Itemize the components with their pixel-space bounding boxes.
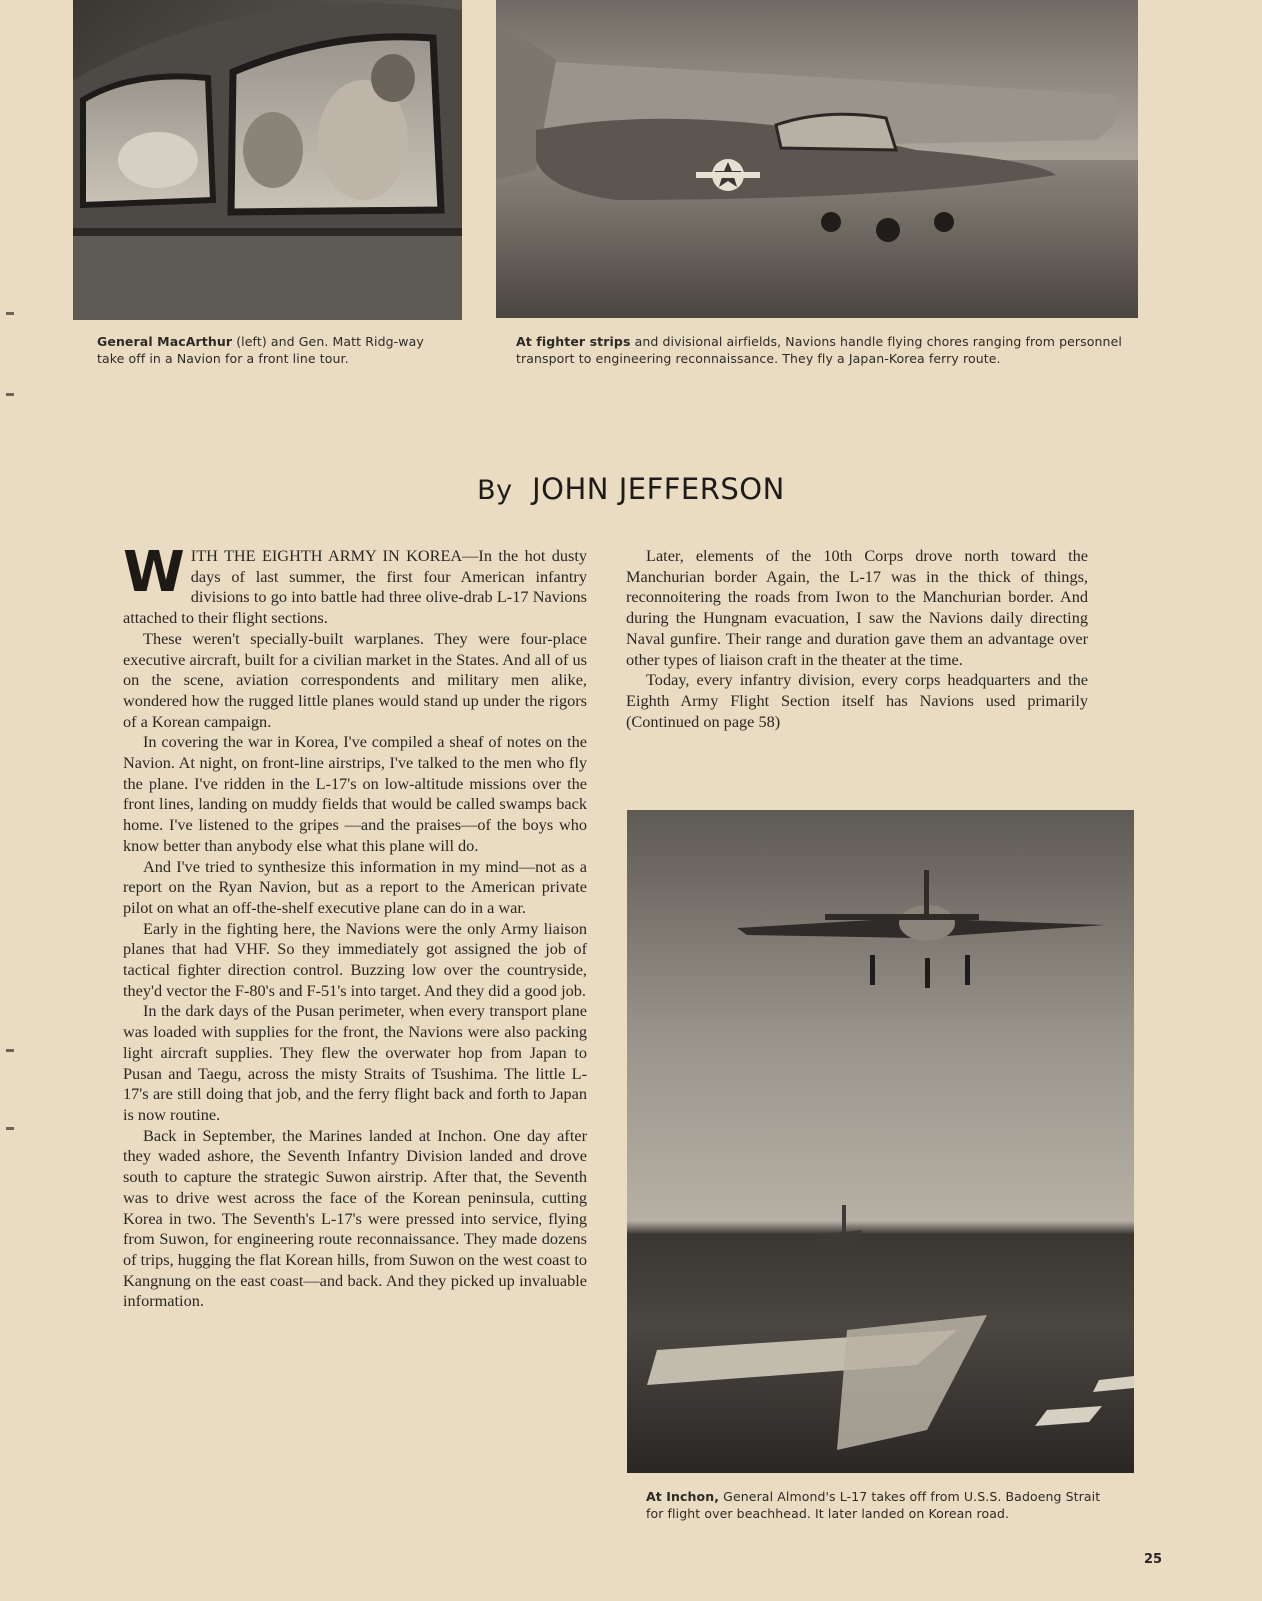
byline-author: JOHN JEFFERSON (532, 472, 785, 506)
caption-bottom-right-bold: At Inchon, (646, 1489, 720, 1504)
caption-top-right-bold: At fighter strips (516, 334, 631, 349)
photo-navions-airfield (496, 0, 1138, 318)
photo-macarthur-cockpit (73, 0, 462, 320)
caption-top-right-text: and divisional airfields, Navions handle flying chores ranging from personnel transport to engineering reconnaissance. They fly a Japan-Korea ferry route. (516, 334, 1122, 366)
caption-top-left (97, 333, 442, 367)
drop-cap: W (123, 540, 185, 605)
photo-inchon-takeoff (627, 810, 1134, 1473)
article-paragraph-5: Early in the fighting here, the Navions were the only Army liaison planes that had VHF. So they immediately got assigned the job of tactical fighter direction control. Buzzing low over the countryside, they'd vector the F-80's and F-51's into target. And they did a good job. (123, 918, 587, 1000)
article-paragraph-4: And I've tried to synthesize this information in my mind—not as a report on the Ryan Navion, but as a report to the American private pilot on what an off-the-shelf executive plane can do in a war. (123, 856, 587, 917)
article-paragraph-8: Later, elements of the 10th Corps drove north toward the Manchurian border Again, the L-17 was in the thick of things, reconnoitering the roads from Iwon to the Manchurian border. And during the Hungnam evacuation, I saw the Navions daily directing Naval gunfire. Their range and duration gave them an advantage over other types of liaison craft in the theater at the time. (626, 546, 1088, 669)
margin-mark (6, 1127, 14, 1130)
caption-bottom-right (646, 1488, 1116, 1522)
article-paragraph-7: Back in September, the Marines landed at Inchon. One day after they waded ashore, the Seventh Infantry Division landed and drove south to capture the strategic Suwon airstrip. After that, the Seventh was to drive west across the face of the Korean peninsula, cutting Korea in two. The Seventh's L-17's were pressed into service, flying from Suwon, for engineering route reconnaissance. They made dozens of trips, hugging the flat Korean hills, from Suwon on the west coast to Kangnung on the east coast—and back. And they picked up invaluable information. (123, 1125, 587, 1311)
page-number: 25 (1144, 1552, 1163, 1567)
byline (0, 472, 1262, 506)
margin-mark (6, 393, 14, 396)
article-right-column (626, 546, 1088, 732)
byline-by: By (477, 475, 513, 506)
article-paragraph-6: In the dark days of the Pusan perimeter, when every transport plane was loaded with supplies for the front, the Navions were also packing light aircraft supplies. They flew the overwater hop from Japan to Pusan and Taegu, across the misty Straits of Tsushima. The little L-17's are still doing that job, and the ferry flight back and forth to Japan is now routine. (123, 1001, 587, 1124)
article-paragraph-3: In covering the war in Korea, I've compiled a sheaf of notes on the Navion. At night, on front-line airstrips, I've talked to the men who fly the plane. I've ridden in the L-17's on low-altitude missions over the front lines, landing on muddy fields that would be called swamps back home. I've listened to the gripes —and the praises—of the boys who know better than anybody else what this plane will do. (123, 732, 587, 855)
caption-top-left-text: (left) and Gen. Matt Ridg-way take off in a Navion for a front line tour. (97, 334, 424, 366)
article-paragraph-1: WITH THE EIGHTH ARMY IN KOREA—In the hot dusty days of last summer, the first four American infantry divisions to go into battle had three olive-drab L-17 Navions attached to their flight sections. (123, 540, 587, 628)
article-paragraph-9: Today, every infantry division, every corps headquarters and the Eighth Army Flight Section itself has Navions used primarily (Continued on page 58) (626, 670, 1088, 731)
caption-bottom-right-text: General Almond's L-17 takes off from U.S.S. Badoeng Strait for flight over beachhead. It later landed on Korean road. (646, 1489, 1101, 1521)
caption-top-right (516, 333, 1128, 367)
margin-mark (6, 312, 14, 315)
article-left-column (123, 540, 587, 1312)
caption-top-left-bold: General MacArthur (97, 334, 233, 349)
article-paragraph-2: These weren't specially-built warplanes. They were four-place executive aircraft, built for a civilian market in the States. And all of us on the scene, aviation correspondents and military men alike, wondered how the rugged little planes would stand up under the rigors of a Korean campaign. (123, 628, 587, 731)
margin-mark (6, 1049, 14, 1052)
